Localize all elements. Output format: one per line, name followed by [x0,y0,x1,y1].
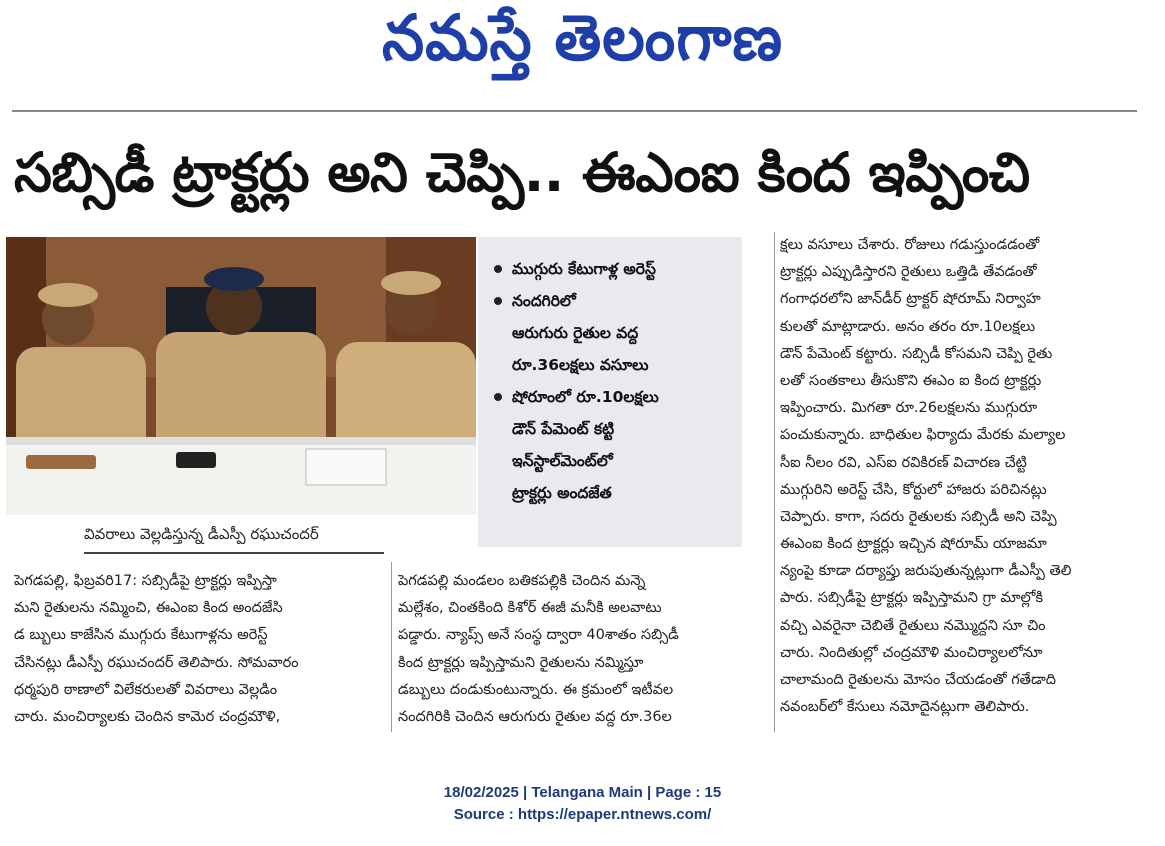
article-text-line: కింద ట్రాక్టర్లు ఇప్పిస్తామని రైతులను నమ్మిస్తూ [398,654,644,671]
article-column-3 [780,232,1152,721]
highlight-text: రూ.36లక్షలు వసూలు [512,356,649,374]
footer-date-edition: 18/02/2025 | Telangana Main | Page : 15 [443,784,722,801]
highlights-list [478,237,742,509]
article-text-line: చాలామంది రైతులను మోసం చేయడంతో గతేడాది [780,672,1056,688]
article-text-line: పారు. సబ్సిడీపై ట్రాక్టర్లు ఇప్పిస్తామని గ్రా మాల్లోకి [780,590,1044,607]
article-headline: సబ్సిడీ ట్రాక్టర్లు అని చెప్పి.. ఈఎంఐ కింద ఇప్పించి [14,141,1030,204]
caption-underline [84,552,384,554]
article-text-line: లతో సంతకాలు తీసుకొని ఈఎం ఐ కింద ట్రాక్టర్లు [780,372,1042,389]
article-text-line: పంచుకున్నారు. బాధితుల ఫిర్యాదు మేరకు మల్యాల [780,427,1066,444]
highlight-text: డౌన్ పేమెంట్ కట్టి [512,420,615,438]
article-text-line: న్యంపై కూడా దర్యాప్తు జరుపుతున్నట్లుగా డీఎస్పీ తెలి [780,563,1072,580]
newspaper-masthead [0,1,1165,90]
highlight-text: ఆరుగురు రైతుల వద్ద [512,324,639,342]
highlight-item [492,285,742,381]
article-text-line: పెగడపల్లి, ఫిబ్రవరి17: సబ్సిడీపై ట్రాక్టర్లు ఇప్పిస్తా [14,573,277,589]
article-text-line: నందగిరికి చెందిన ఆరుగురు రైతుల వద్ద రూ.36ల [398,708,672,725]
highlight-text: ఇన్‌స్టాల్‌మెంట్‌లో [512,452,613,470]
article-text-line: పడ్డారు. న్యాప్స్ అనే సంస్థ ద్వారా 40శాతం సబ్సిడీ [398,627,679,644]
bullet-icon [494,297,502,305]
article-text-line: సీఐ నీలం రవి, ఎస్ఐ రవికిరణ్ విచారణ చేట్టి [780,454,1027,471]
article-text-line: ఈఎంఐ కింద ట్రాక్టర్లు ఇచ్చిన షోరూమ్ యాజమా [780,536,1047,553]
masthead-divider [12,110,1137,112]
masthead-title: నమస్తే తెలంగాణ [381,1,784,76]
highlight-item [492,253,742,285]
column-divider [391,562,392,732]
highlight-text: షోరూంలో రూ.10లక్షలు [512,388,659,406]
article-column-1 [14,568,386,731]
bullet-icon [494,265,502,273]
photo-caption: వివరాలు వెల్లడిస్తున్న డీఎస్పీ రఘుచందర్ [84,525,319,543]
article-text-line: చారు. నిందితుల్లో చంద్రమౌళి మంచిర్యాలలోనూ [780,644,1043,661]
article-text-line: డబ్బులు దండుకుంటున్నారు. ఈ క్రమంలో ఇటీవల [398,681,674,698]
article-text-line: మల్లేశం, చింతకింది కిశోర్ ఈజీ మనీకి అలవాటు [398,600,662,617]
police-officers-photo [6,237,476,515]
article-text-line: ముగ్గురిని అరెస్ట్ చేసి, కోర్టులో హాజరు పరిచినట్లు [780,481,1047,498]
footer-source[interactable]: Source : https://epaper.ntnews.com/ [453,806,712,823]
page-footer [0,782,1165,826]
article-text-line: ధర్మపురి ఠాణాలో విలేకరులతో వివరాలు వెల్లడిం [14,681,278,698]
highlight-text: నందగిరిలో [512,292,576,310]
article-text-line: నవంబర్‌లో కేసులు నమోదైనట్లుగా తెలిపారు. [780,699,1030,716]
article-text-line: మని రైతులను నమ్మించి, ఈఎంఐ కింద అందజేసి [14,600,283,617]
article-text-line: క్షలు వసూలు చేశారు. రోజులు గడుస్తుండడంతో [780,237,1040,253]
article-text-line: ఇప్పించారు. మిగతా రూ.26లక్షలను ముగ్గురూ [780,400,1038,417]
article-text-line: పెగడపల్లి మండలం బతికపల్లికి చెందిన మన్నె [398,573,646,589]
article-text-line: చేసినట్లు డీఎస్పీ రఘుచందర్ తెలిపారు. సోమవారం [14,654,299,671]
article-text-line: ట్రాక్టర్లు ఎప్పుడిస్తారని రైతులు ఒత్తిడి తేవడంతో [780,264,1037,281]
highlight-text: ట్రాక్టర్లు అందజేత [512,484,612,502]
highlight-item [492,381,742,509]
article-text-line: డ బ్బులు కాజేసిన ముగ్గురు కేటుగాళ్లను అరెస్ట్ [14,627,268,644]
bullet-icon [494,393,502,401]
highlights-box [478,237,742,547]
column-divider [774,232,775,732]
article-text-line: డౌన్ పేమెంట్ కట్టారు. సబ్సిడీ కోసమని చెప్పి రైతు [780,345,1053,362]
article-column-2 [398,568,770,731]
article-text-line: వచ్చి ఎవరైనా చెబితే రైతులు నమ్మొద్దని సూ చిం [780,617,1046,634]
highlight-text: ముగ్గురు కేటుగాళ్ల అరెస్ట్ [512,260,656,278]
article-text-line: కులతో మాట్లాడారు. అనం తరం రూ.10లక్షలు [780,318,1036,335]
article-text-line: గంగాధరలోని జాన్‌డీర్ ట్రాక్టర్ షోరూమ్ నిర్వాహ [780,291,1041,308]
article-text-line: చారు. మంచిర్యాలకు చెందిన కామెర చంద్రమౌళి, [14,708,281,725]
article-text-line: చెప్పారు. కాగా, సదరు రైతులకు సబ్సిడీ అని చెప్పి [780,508,1057,525]
news-photo [6,237,476,515]
